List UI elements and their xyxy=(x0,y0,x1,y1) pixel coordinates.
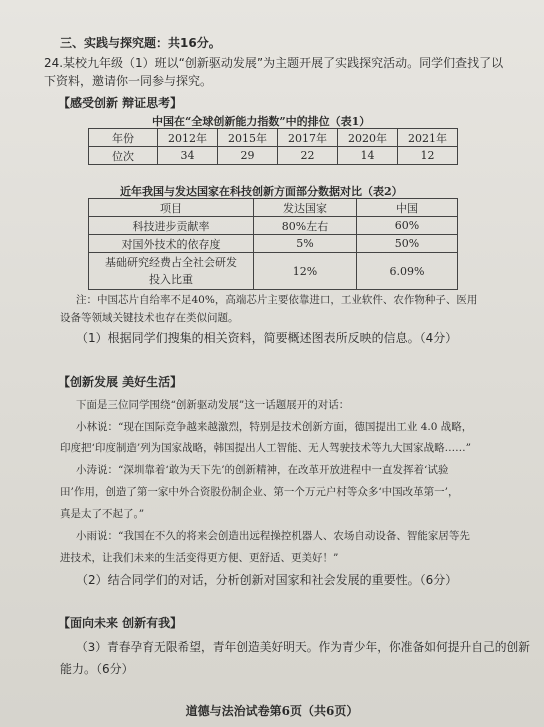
part2-heading: 【创新发展 美好生活】 xyxy=(58,375,183,389)
table-header-cell: 年份 xyxy=(89,129,158,147)
table-row xyxy=(89,129,458,147)
xiaoyu-line2: 进技术，让我们未来的生活变得更方便、更舒适、更美好！” xyxy=(60,552,339,564)
table-cell: 6.09% xyxy=(357,253,458,290)
table2-caption: 近年我国与发达国家在科技创新方面部分数据对比（表2） xyxy=(120,185,403,198)
part3-question-line2: 能力。（6分） xyxy=(60,662,134,676)
xiaolin-line1: 小林说：“现在国际竞争越来越激烈，特别是技术创新方面，德国提出工业 4.0 战略， xyxy=(76,421,473,433)
table-cell: 5% xyxy=(254,235,357,253)
table-cell: 位次 xyxy=(89,147,158,165)
part1-heading: 【感受创新 辩证思考】 xyxy=(58,96,183,110)
table-cell xyxy=(89,253,254,290)
note-line1: 注：中国芯片自给率不足40%，高端芯片主要依靠进口，工业软件、农作物种子、医用 xyxy=(76,294,478,306)
section-heading: 三、实践与探究题：共16分。 xyxy=(60,36,221,50)
table-header-cell: 2021年 xyxy=(398,129,458,147)
table-row xyxy=(89,147,458,165)
table-cell: 科技进步贡献率 xyxy=(89,217,254,235)
table-row xyxy=(89,217,458,235)
table-cell: 22 xyxy=(278,147,338,165)
ranking-table xyxy=(88,128,458,165)
table1-caption: 中国在“全球创新能力指数”中的排位（表1） xyxy=(152,115,371,128)
table-header-cell: 发达国家 xyxy=(254,199,357,217)
table-cell: 12 xyxy=(398,147,458,165)
part2-question: （2）结合同学们的对话，分析创新对国家和社会发展的重要性。（6分） xyxy=(76,573,458,587)
note-line2: 设备等领域关键技术也存在类似问题。 xyxy=(60,312,239,324)
xiaoyu-line1: 小雨说：“我国在不久的将来会创造出远程操控机器人、农场自动设备、智能家居等先 xyxy=(76,530,470,542)
table-cell: 对国外技术的依存度 xyxy=(89,235,254,253)
table-header-cell: 项目 xyxy=(89,199,254,217)
question-24-intro-line2: 下资料，邀请你一同参与探究。 xyxy=(44,74,213,88)
part3-heading: 【面向未来 创新有我】 xyxy=(58,616,183,630)
part1-question: （1）根据同学们搜集的相关资料，简要概述图表所反映的信息。（4分） xyxy=(76,331,458,345)
table-header-cell: 2017年 xyxy=(278,129,338,147)
dialogue-intro: 下面是三位同学围绕“创新驱动发展”这一话题展开的对话： xyxy=(76,399,350,411)
question-24-intro-line1: 某校九年级（1）班以“创新驱动发展”为主题开展了实践探究活动。同学们查找了以 xyxy=(63,56,504,70)
part3-question-line1: （3）青春孕育无限希望，青年创造美好明天。作为青少年，你准备如何提升自己的创新 xyxy=(76,640,530,654)
xiaotao-line3: 真是太了不起了。” xyxy=(60,508,145,520)
table-cell-line: 投入比重 xyxy=(149,273,193,286)
table-cell: 34 xyxy=(158,147,218,165)
comparison-table xyxy=(88,198,458,290)
table-header-cell: 2012年 xyxy=(158,129,218,147)
xiaotao-line2: 田’作用，创造了第一家中外合资股份制企业、第一个万元户村等众多‘中国改革第一’， xyxy=(60,486,459,498)
table-cell: 12% xyxy=(254,253,357,290)
table-cell-line: 基础研究经费占全社会研发 xyxy=(105,256,237,269)
xiaotao-line1: 小涛说：“深圳靠着‘敢为天下先’的创新精神，在改革开放进程中一直发挥着‘试验 xyxy=(76,464,449,476)
table-row xyxy=(89,253,458,290)
question-24-number: 24. xyxy=(44,56,64,70)
table-row xyxy=(89,235,458,253)
table-header-cell: 2015年 xyxy=(218,129,278,147)
table-row xyxy=(89,199,458,217)
xiaolin-line2: 印度把‘印度制造’列为国家战略，韩国提出人工智能、无人驾驶技术等九大国家战略……” xyxy=(60,442,472,454)
table-cell: 29 xyxy=(218,147,278,165)
table-cell: 80%左右 xyxy=(254,217,357,235)
table-cell: 50% xyxy=(357,235,458,253)
page-footer: 道德与法治试卷第6页（共6页） xyxy=(185,704,359,718)
table-cell: 14 xyxy=(338,147,398,165)
table-header-cell: 2020年 xyxy=(338,129,398,147)
table-header-cell: 中国 xyxy=(357,199,458,217)
table-cell: 60% xyxy=(357,217,458,235)
